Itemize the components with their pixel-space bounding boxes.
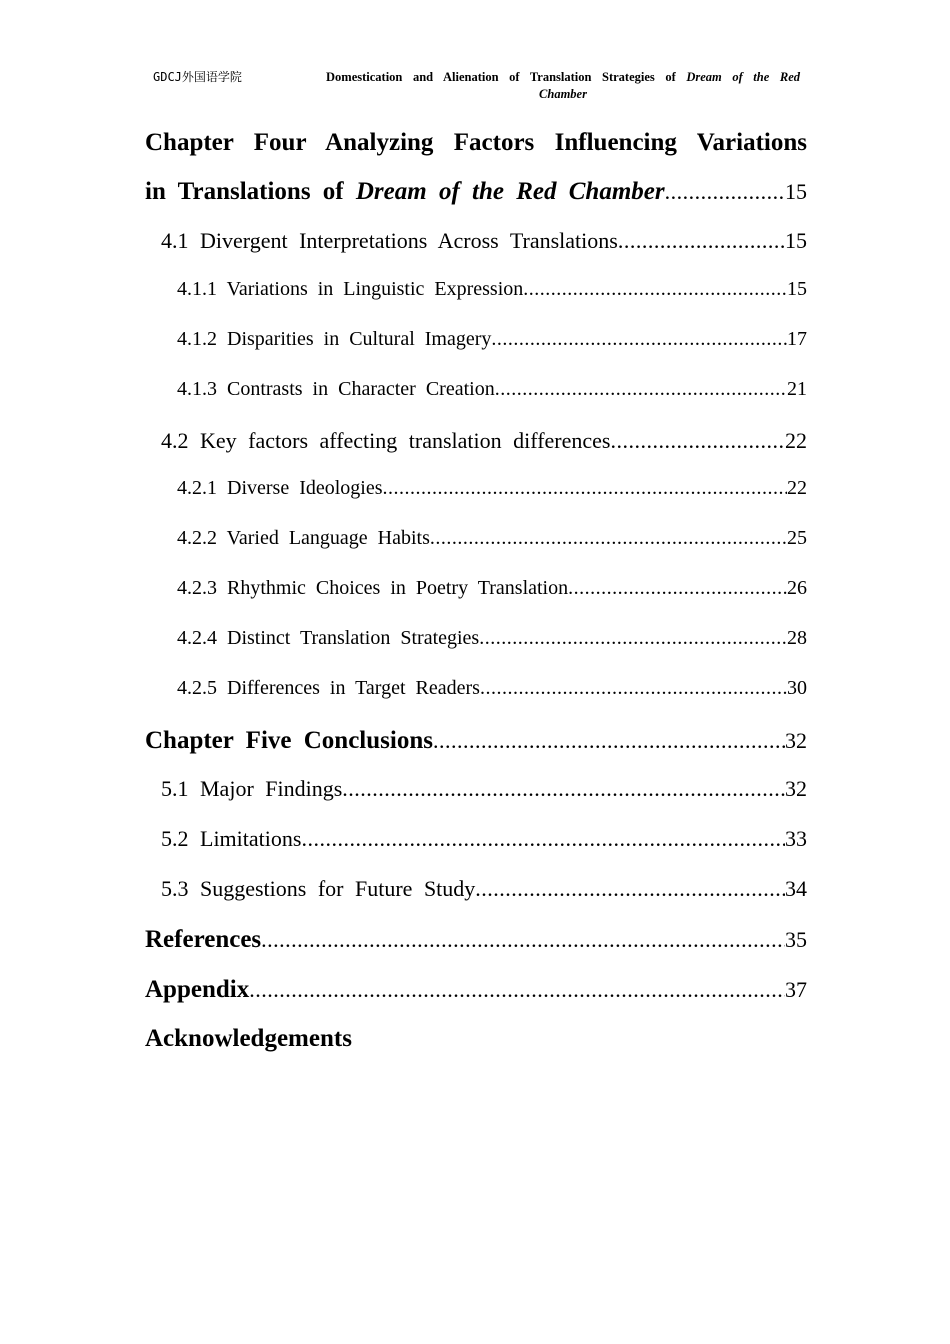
toc-leader-dots: [383, 477, 787, 500]
toc-page-number: 28: [787, 627, 807, 649]
toc-leader-dots: [491, 328, 787, 351]
header-title-italic-b: Red Chamber: [539, 70, 801, 101]
toc-entry-title: 4.2 Key factors affecting translation differences: [161, 428, 611, 453]
toc-page-number: 25: [787, 527, 807, 549]
toc-page-number: 35: [785, 927, 807, 952]
toc-entry-title: 5.3 Suggestions for Future Study: [161, 876, 476, 901]
toc-chapter4-title-line2: in Translations of Dream of the Red Chamber: [145, 178, 665, 205]
toc-entry-title: 4.1.1 Variations in Linguistic Expression: [177, 278, 524, 300]
toc-entry[interactable]: [177, 477, 807, 500]
toc-page-number: 22: [785, 428, 807, 453]
toc-entry-title: References: [145, 926, 262, 953]
toc-leader-dots: [568, 577, 787, 600]
toc-entry-title: 4.2.2 Varied Language Habits: [177, 527, 430, 549]
toc-entry[interactable]: [177, 278, 807, 301]
toc-entry[interactable]: [161, 428, 807, 454]
toc-page-number: 37: [785, 977, 807, 1002]
toc-entry[interactable]: [177, 677, 807, 700]
toc-entry-title: 4.1 Divergent Interpretations Across Translations: [161, 228, 618, 253]
toc-entry-title: Appendix: [145, 976, 250, 1003]
toc-leader-dots: [495, 378, 787, 401]
toc-leader-dots: [665, 179, 785, 205]
toc-entry[interactable]: [177, 378, 807, 401]
toc-page-number: 22: [787, 477, 807, 499]
toc-chapter4-line2[interactable]: [145, 178, 807, 206]
toc-leader-dots: [430, 527, 787, 550]
toc-entry-title: 4.2.1 Diverse Ideologies: [177, 477, 383, 499]
toc-chapter4-line1[interactable]: [145, 129, 807, 157]
toc-entry-title: 4.2.3 Rhythmic Choices in Poetry Translation: [177, 577, 569, 599]
toc-page-number: 32: [785, 776, 807, 801]
toc-entry[interactable]: [161, 228, 807, 254]
header-title-prefix: Domestication and Alienation of Translation Strategies of: [326, 70, 676, 84]
toc-entry[interactable]: [161, 826, 807, 852]
toc-page-number: 17: [787, 328, 807, 350]
toc-entry-title: 4.2.5 Differences in Target Readers: [177, 677, 480, 699]
toc-entry-title: 4.1.3 Contrasts in Character Creation: [177, 378, 495, 400]
toc-page-number: 21: [787, 378, 807, 400]
toc-leader-dots: [475, 876, 785, 902]
toc-page-number: 32: [785, 728, 807, 753]
toc-leader-dots: [433, 728, 785, 754]
toc-entry-title: Acknowledgements: [145, 1025, 352, 1052]
toc-entry[interactable]: [177, 577, 807, 600]
toc-entry[interactable]: [145, 1025, 807, 1053]
toc-entry[interactable]: [145, 926, 807, 954]
toc-leader-dots: [610, 428, 785, 454]
toc-entry-title: 5.2 Limitations: [161, 826, 302, 851]
toc-leader-dots: [342, 776, 785, 802]
toc-leader-dots: [523, 278, 787, 301]
toc-entry-title: 4.1.2 Disparities in Cultural Imagery: [177, 328, 492, 350]
toc-page-number: 34: [785, 876, 807, 901]
toc-entry-title: 5.1 Major Findings: [161, 776, 343, 801]
toc-leader-dots: [261, 927, 785, 953]
toc-entry[interactable]: [177, 328, 807, 351]
toc-entry[interactable]: [145, 976, 807, 1004]
header-title-italic-a: Dream of the: [686, 70, 770, 84]
toc-leader-dots: [249, 977, 785, 1003]
toc-page-number: 30: [787, 677, 807, 699]
header-title: [326, 69, 800, 103]
toc-entry-title: 4.2.4 Distinct Translation Strategies: [177, 627, 480, 649]
toc-page-number: 15: [787, 278, 807, 300]
toc-entry-title: Chapter Five Conclusions: [145, 727, 433, 754]
header-institution: GDCJ外国语学院: [153, 70, 242, 84]
toc-chapter4-title-line1: Chapter Four Analyzing Factors Influencing Variations: [145, 129, 807, 156]
toc-leader-dots: [618, 228, 785, 254]
toc-page-number: 26: [787, 577, 807, 599]
toc-leader-dots: [480, 677, 787, 700]
toc-leader-dots: [301, 826, 785, 852]
toc-entry[interactable]: [161, 876, 807, 902]
toc-entry[interactable]: [177, 627, 807, 650]
toc-page-number: 15: [785, 179, 807, 204]
toc-entry[interactable]: [145, 727, 807, 755]
toc-page-number: 15: [785, 228, 807, 253]
toc-entry[interactable]: [177, 527, 807, 550]
toc-page-number: 33: [785, 826, 807, 851]
toc-leader-dots: [479, 627, 787, 650]
toc-entry[interactable]: [161, 776, 807, 802]
